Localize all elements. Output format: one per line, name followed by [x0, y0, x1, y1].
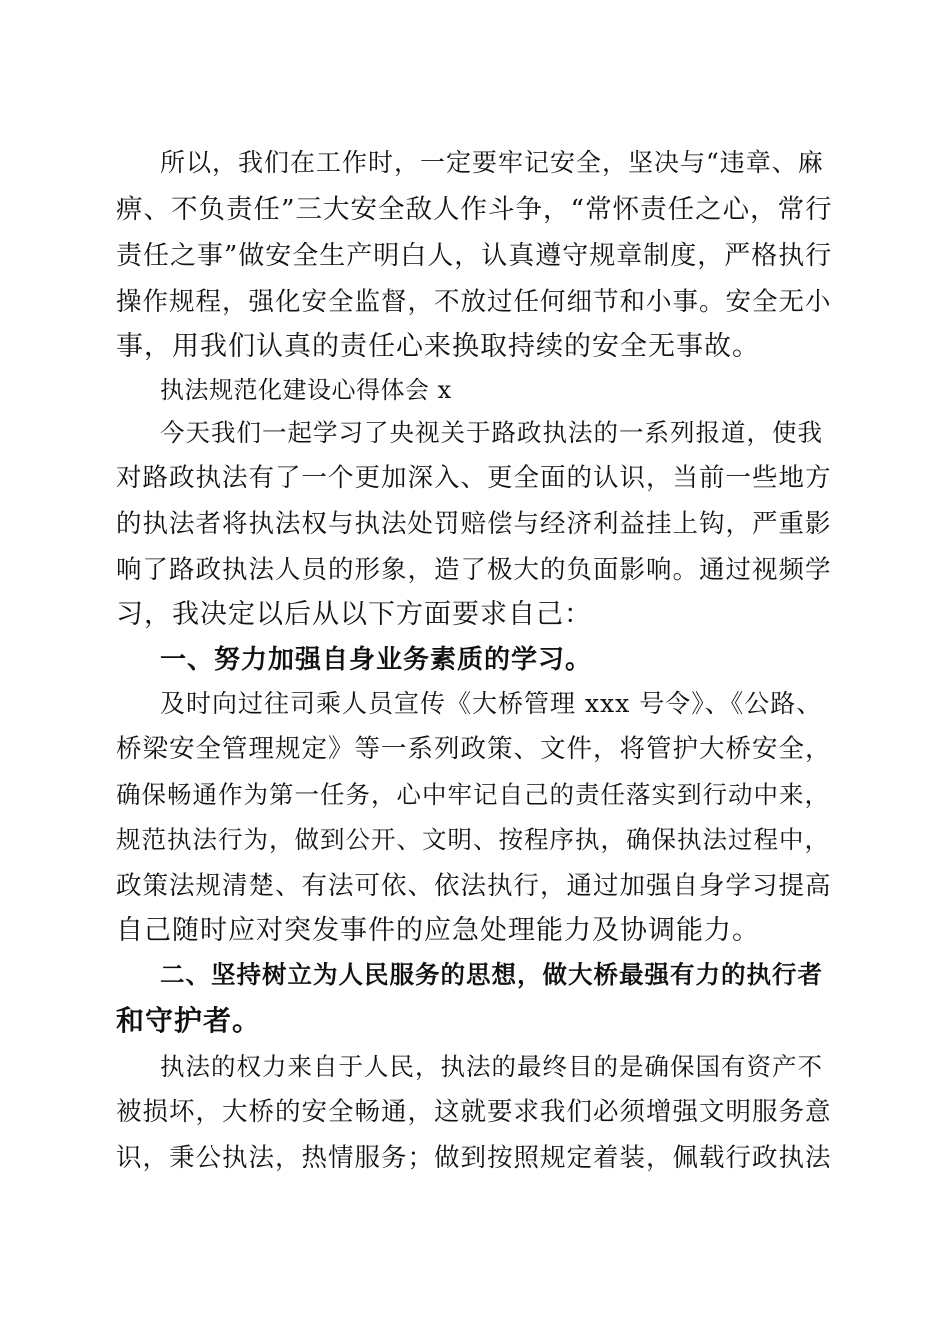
heading-two: 二、坚持树立为人民服务的思想，做大桥最强有力的执行者: [160, 960, 823, 989]
paragraph-line: 政策法规清楚、有法可依、依法执行，通过加强自身学习提高: [116, 871, 832, 901]
paragraph-line: 确保畅通作为第一任务，心中牢记自己的责任落实到行动中来，: [116, 780, 830, 809]
paragraph-line: 响了路政执法人员的形象，造了极大的负面影响。通过视频学: [116, 555, 832, 585]
paragraph-line: 对路政执法有了一个更加深入、更全面的认识，当前一些地方: [116, 463, 832, 493]
paragraph-line: 责任之事”做安全生产明白人，认真遵守规章制度，严格执行: [116, 241, 833, 271]
paragraph-line: 今天我们一起学习了央视关于路政执法的一系列报道，使我: [160, 418, 823, 447]
paragraph-line: 规范执法行为，做到公开、文明、按程序执，确保执法过程中，: [116, 825, 830, 854]
paragraph-line: 执法的权力来自于人民，执法的最终目的是确保国有资产不: [160, 1052, 823, 1081]
paragraph-line: 桥梁安全管理规定》等一系列政策、文件，将管护大桥安全，: [116, 734, 832, 764]
paragraph-line: 习，我决定以后从以下方面要求自己：: [116, 599, 592, 630]
paragraph-line: 的执法者将执法权与执法处罚赔偿与经济利益挂上钩，严重影: [116, 509, 832, 539]
heading-one: 一、努力加强自身业务素质的学习。: [160, 645, 593, 675]
heading-two-cont: 和守护者。: [116, 1004, 262, 1037]
paragraph-line: 自己随时应对突发事件的应急处理能力及协调能力。: [116, 915, 760, 946]
paragraph-line: 痹、不负责任”三大安全敌人作斗争，“常怀责任之心，常行: [116, 194, 833, 225]
section-title: 执法规范化建设心得体会 x: [160, 376, 452, 404]
paragraph-line: 识，秉公执法，热情服务；做到按照规定着装，佩载行政执法: [116, 1143, 832, 1173]
paragraph-line: 所以，我们在工作时，一定要牢记安全，坚决与“违章、麻: [160, 148, 824, 177]
paragraph-line: 及时向过往司乘人员宣传《大桥管理 xxx 号令》、《公路、: [160, 689, 823, 718]
paragraph-line: 事，用我们认真的责任心来换取持续的安全无事故。: [116, 331, 760, 362]
paragraph-line: 被损坏，大桥的安全畅通，这就要求我们必须增强文明服务意: [116, 1097, 832, 1127]
paragraph-line: 操作规程，强化安全监督，不放过任何细节和小事。安全无小: [116, 287, 832, 317]
